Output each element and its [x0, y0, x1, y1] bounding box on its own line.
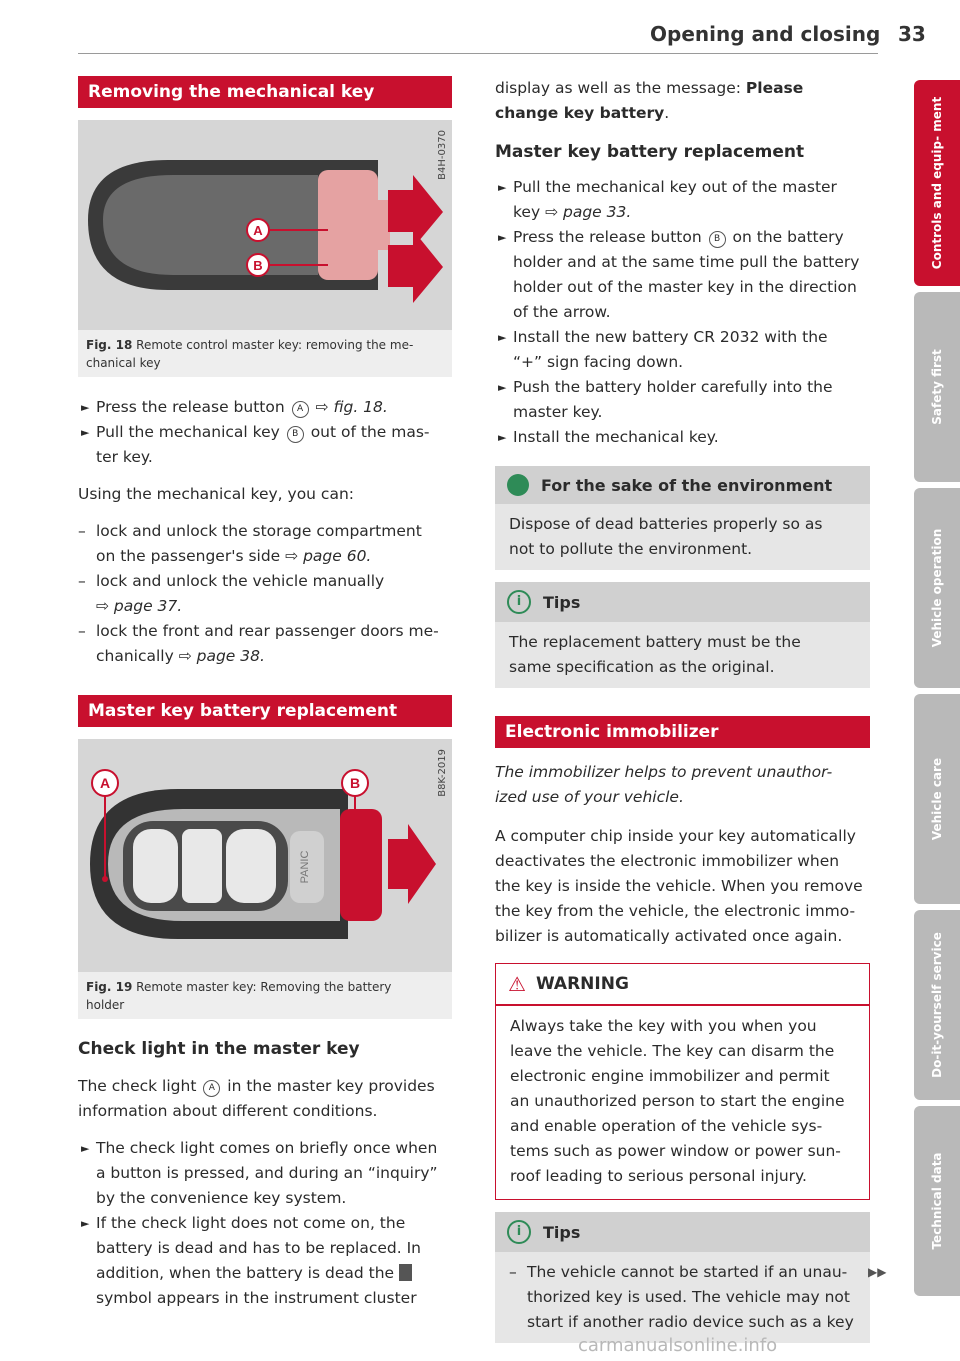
key-drawing-19 [78, 739, 452, 972]
step-press-release: ► Press the release button A ⇨ fig. 18. [78, 395, 452, 420]
bullet-arrow-icon: ► [498, 381, 507, 394]
caption-text: Remote master key: Removing the battery [136, 980, 392, 994]
step-install-mech-key: ► Install the mechanical key. [495, 425, 870, 450]
bullet-arrow-icon: ► [498, 331, 507, 344]
caption-text-2: holder [86, 998, 125, 1012]
figure-caption-18 [78, 330, 452, 377]
info-icon: i [507, 1220, 531, 1244]
key-drawing-18 [78, 120, 452, 330]
use-door-lock: – lock the front and rear passenger doors me- chanically ⇨ page 38. [78, 622, 439, 665]
info-icon: i [507, 590, 531, 614]
bullet-arrow-icon: ► [498, 431, 507, 444]
page-ref[interactable]: ⇨ page 38. [178, 647, 265, 665]
tips-header-2: i Tips [495, 1212, 870, 1252]
caption-text-2: chanical key [86, 356, 161, 370]
circle-b-icon: B [287, 426, 304, 443]
bullet-arrow-icon: ► [81, 1142, 90, 1155]
circle-b-icon: B [709, 231, 726, 248]
page-ref[interactable]: ⇨ page 37. [96, 597, 183, 615]
tips-box-2 [495, 1212, 870, 1343]
tips-header: i Tips [495, 582, 870, 622]
tab-technical-data[interactable]: Technical data [914, 1106, 960, 1296]
fig-ref[interactable]: ⇨ fig. 18. [315, 398, 388, 416]
figure-label: Fig. 19 [86, 980, 133, 994]
environment-box [495, 466, 870, 570]
heading-battery-replacement: Master key battery replacement [495, 142, 805, 162]
continued-text: display as well as the message: Please change key battery. [495, 79, 804, 122]
warning-triangle-icon: ⚠ [508, 972, 526, 996]
callout-b: B [349, 775, 361, 791]
paragraph-check-light: The check light A in the master key provides information about different conditions. [78, 1077, 435, 1120]
warning-text: Always take the key with you when you leave the vehicle. The key can disarm the electronic engine immobilizer and permit an unauthorized person to start the engine and enable operation of the vehicle sys- tems such as power window or power sun- roof leading to serious personal injury. [510, 1017, 845, 1185]
tips-box [495, 582, 870, 688]
step-pull-key: ► Pull the mechanical key B out of the mas- ter key. [78, 420, 452, 470]
leaf-icon [507, 474, 529, 496]
environment-text: Dispose of dead batteries properly so as not to pollute the environment. [509, 515, 823, 558]
page-number: 33 [898, 22, 926, 46]
step-install-battery: ► Install the new battery CR 2032 with the “+” sign facing down. [495, 325, 870, 375]
tips-text: The replacement battery must be the same specification as the original. [509, 633, 801, 676]
tab-safety-first[interactable]: Safety first [914, 292, 960, 482]
left-column [78, 76, 452, 1311]
use-manual-lock: – lock and unlock the vehicle manually ⇨ page 37. [78, 572, 385, 615]
immobilizer-body: A computer chip inside your key automatically deactivates the electronic immobilizer when the key is inside the vehicle. When you remove the key from the vehicle, the electronic immo- bilizer is automatically activated once again. [495, 827, 863, 945]
continued-arrow-icon: ▶▶ [868, 1265, 887, 1279]
page-ref[interactable]: ⇨ page 33. [545, 203, 632, 221]
figure-18 [78, 120, 452, 377]
warning-header: ⚠ WARNING [496, 964, 869, 1006]
section-title-removing-key: Removing the mechanical key [78, 76, 452, 108]
tips-text-2: – The vehicle cannot be started if an unau- thorized key is used. The vehicle may not start if another radio device such as a key [509, 1263, 854, 1331]
immobilizer-intro: The immobilizer helps to prevent unauthor- ized use of your vehicle. [495, 763, 833, 806]
check-light-brief: ► The check light comes on briefly once when a button is pressed, and during an “inquiry” by the convenience key system. [78, 1136, 452, 1211]
bullet-arrow-icon: ► [498, 181, 507, 194]
section-title-immobilizer: Electronic immobilizer [495, 716, 870, 748]
figure-code: B8K-2019 [437, 749, 448, 797]
step-push-holder: ► Push the battery holder carefully into the master key. [495, 375, 870, 425]
right-column [495, 76, 870, 1343]
caption-text: Remote control master key: removing the me- [136, 338, 414, 352]
bullet-arrow-icon: ► [81, 1217, 90, 1230]
intro-text: Using the mechanical key, you can: [78, 485, 355, 503]
figure-caption-19 [78, 972, 452, 1019]
bullet-arrow-icon: ► [81, 401, 90, 414]
circle-a-icon: A [203, 1080, 220, 1097]
watermark: carmanualsonline.info [578, 1335, 778, 1356]
figure-19 [78, 739, 452, 1019]
figure-code: B4H-0370 [437, 130, 448, 180]
tab-vehicle-operation[interactable]: Vehicle operation [914, 488, 960, 688]
bullet-arrow-icon: ► [498, 231, 507, 244]
page-ref[interactable]: ⇨ page 60. [285, 547, 372, 565]
tab-controls-equipment[interactable]: Controls and equip- ment [914, 80, 960, 286]
key-illustration-18 [78, 120, 452, 330]
warning-box [495, 963, 870, 1200]
environment-header: For the sake of the environment [495, 466, 870, 504]
callout-b: B [253, 258, 263, 273]
tab-do-it-yourself[interactable]: Do-it-yourself service [914, 910, 960, 1100]
key-illustration-19 [78, 739, 452, 972]
use-storage: – lock and unlock the storage compartment on the passenger's side ⇨ page 60. [78, 522, 422, 565]
running-header-title: Opening and closing [650, 22, 881, 46]
figure-label: Fig. 18 [86, 338, 133, 352]
step-pull-mech-key: ► Pull the mechanical key out of the master key ⇨ page 33. [495, 175, 870, 225]
tab-vehicle-care[interactable]: Vehicle care [914, 694, 960, 904]
section-title-battery: Master key battery replacement [78, 695, 452, 727]
header-rule [78, 53, 878, 54]
heading-check-light: Check light in the master key [78, 1039, 360, 1059]
battery-symbol-icon [399, 1264, 412, 1281]
callout-a: A [99, 775, 111, 791]
bullet-arrow-icon: ► [81, 426, 90, 439]
panic-label: PANIC [299, 850, 311, 884]
callout-a: A [253, 223, 263, 238]
step-press-release-b: ► Press the release button B on the battery holder and at the same time pull the battery holder out of the master key in the direction of the arrow. [495, 225, 870, 325]
check-light-dead: ► If the check light does not come on, the battery is dead and has to be replaced. In addition, when the battery is dead the symbol appears in the instrument cluster [78, 1211, 452, 1311]
circle-a-icon: A [292, 401, 309, 418]
